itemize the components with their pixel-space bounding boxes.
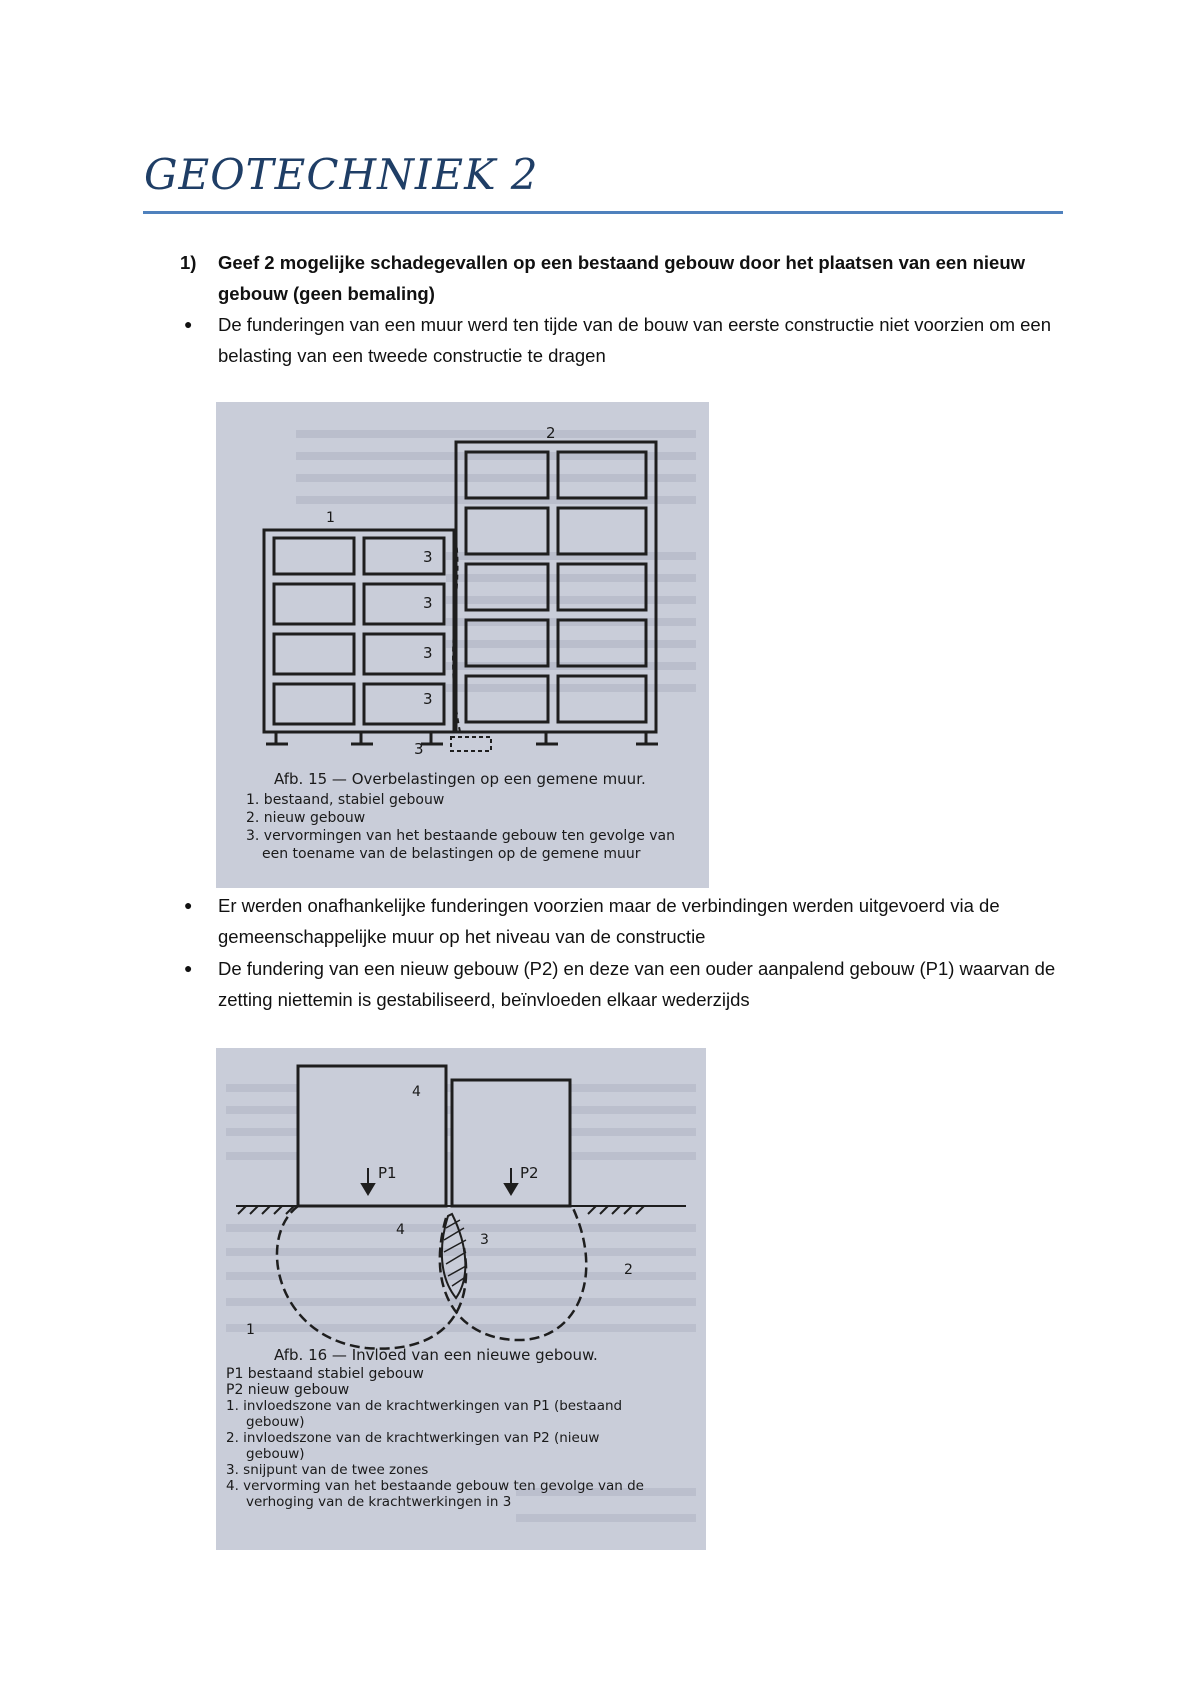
- figure-2-legend: P2 nieuw gebouw: [226, 1382, 350, 1398]
- figure-2-caption: Afb. 16 — Invloed van een nieuwe gebouw.: [274, 1346, 598, 1364]
- figure-2-legend: P1 bestaand stabiel gebouw: [226, 1366, 424, 1382]
- figure-2-legend: 3. snijpunt van de twee zones: [226, 1462, 429, 1478]
- bullet-text: De funderingen van een muur werd ten tijde van de bouw van eerste constructie niet voorzien om een belasting van een tweede constructie te dragen: [218, 314, 1051, 366]
- fig2-label-3: 3: [480, 1232, 489, 1248]
- fig2-label-4: 4: [396, 1222, 405, 1238]
- figure-2-drawing: [216, 1048, 706, 1550]
- figure-2-legend: gebouw): [246, 1414, 305, 1430]
- figure-1-drawing: [216, 402, 709, 888]
- figure-1-legend: 3. vervormingen van het bestaande gebouw ten gevolge van: [246, 828, 676, 844]
- figure-1-caption: Afb. 15 — Overbelastingen op een gemene muur.: [274, 770, 646, 788]
- bullet-icon: ●: [184, 316, 193, 332]
- title-divider: [143, 211, 1063, 214]
- fig1-label-3: 3: [423, 644, 433, 662]
- fig1-label-1: 1: [326, 510, 335, 526]
- bullet-icon: ●: [184, 960, 193, 976]
- question-number: 1): [180, 252, 197, 273]
- fig1-label-3: 3: [423, 594, 433, 612]
- figure-2-legend: 4. vervorming van het bestaande gebouw ten gevolge van de: [226, 1478, 644, 1494]
- figure-2-legend: 1. invloedszone van de krachtwerkingen van P1 (bestaand: [226, 1398, 623, 1414]
- figure-overbelasting: [216, 402, 709, 888]
- fig2-label-1: 1: [246, 1322, 255, 1338]
- bullet-icon: ●: [184, 897, 193, 913]
- bullet-text: De fundering van een nieuw gebouw (P2) en deze van een ouder aanpalend gebouw (P1) waarvan de zetting niettemin is gestabiliseerd, beïnvloeden elkaar wederzijds: [218, 958, 1056, 1010]
- fig1-label-2: 2: [546, 424, 556, 442]
- fig2-label-4: 4: [412, 1084, 421, 1100]
- figure-invloed: [216, 1048, 706, 1550]
- fig2-label-2: 2: [624, 1262, 633, 1278]
- label-p1: P1: [378, 1164, 397, 1182]
- bullet-text: Er werden onafhankelijke funderingen voorzien maar de verbindingen werden uitgevoerd via de gemeenschappelijke muur op het niveau van de constructie: [218, 895, 1000, 947]
- fig1-label-3: 3: [423, 690, 433, 708]
- label-p2: P2: [520, 1164, 539, 1182]
- figure-1-legend: 2. nieuw gebouw: [246, 810, 366, 826]
- fig1-label-3: 3: [414, 740, 424, 758]
- figure-1-legend: 1. bestaand, stabiel gebouw: [246, 792, 445, 808]
- fig1-label-3: 3: [423, 548, 433, 566]
- building-2-frame: [456, 442, 658, 744]
- figure-2-legend: gebouw): [246, 1446, 305, 1462]
- question-text: Geef 2 mogelijke schadegevallen op een bestaand gebouw door het plaatsen van een nieuw gebouw (geen bemaling): [218, 252, 1026, 304]
- figure-2-legend: 2. invloedszone van de krachtwerkingen van P2 (nieuw: [226, 1430, 600, 1446]
- background-print: [296, 430, 696, 692]
- page-title: GEOTECHNIEK 2: [144, 150, 539, 199]
- figure-1-legend: een toename van de belastingen op de gemene muur: [262, 846, 641, 862]
- figure-2-legend: verhoging van de krachtwerkingen in 3: [246, 1494, 512, 1510]
